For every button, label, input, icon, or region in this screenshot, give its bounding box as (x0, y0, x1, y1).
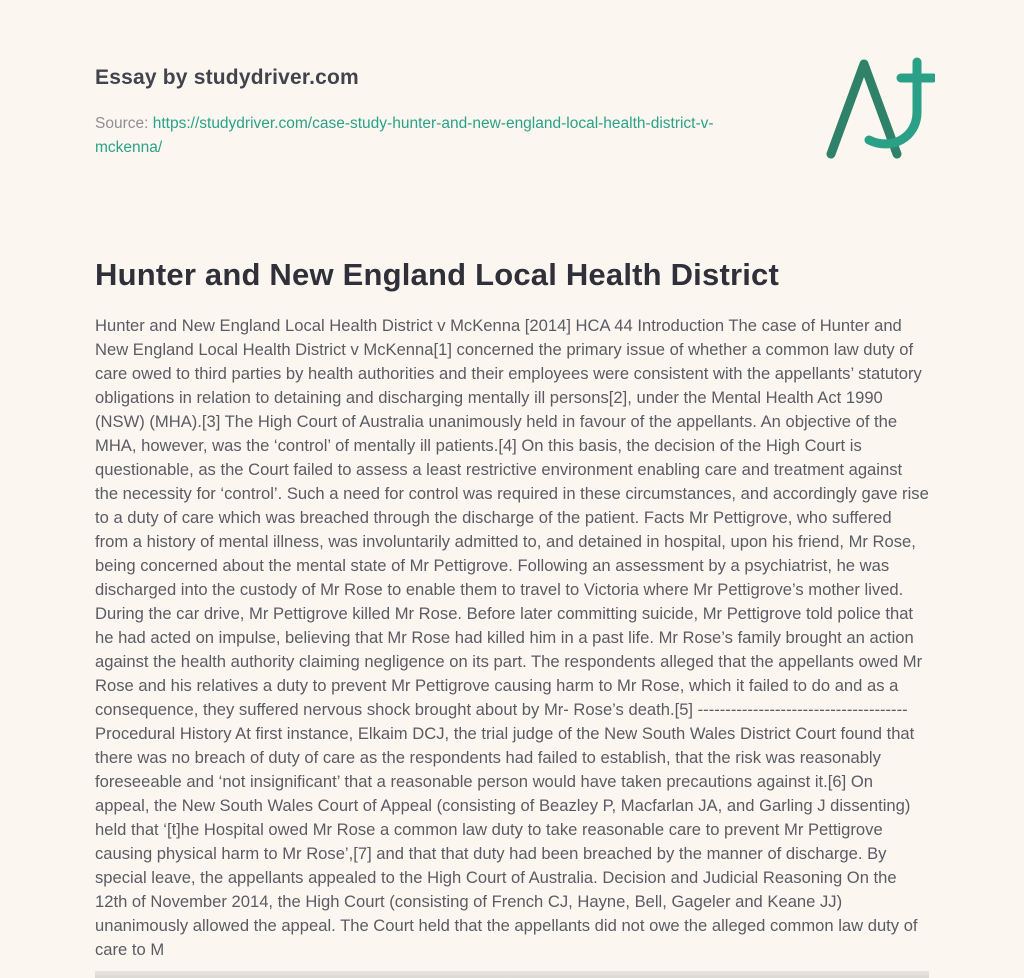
essay-content (95, 0, 929, 962)
truncated-text-sliver (95, 971, 929, 978)
source-line (95, 112, 715, 160)
essay-title: Hunter and New England Local Health District (95, 257, 780, 292)
source-link[interactable]: https://studydriver.com/case-study-hunter-and-new-england-local-health-district-v-mckenna/ (95, 115, 714, 156)
essay-by-heading: Essay by studydriver.com (95, 66, 359, 89)
studydriver-logo-icon (823, 56, 935, 160)
essay-body-text: Hunter and New England Local Health District v McKenna [2014] HCA 44 Introduction The case of Hunter and New England Local Health District v McKenna[1] concerned the primary issue of whether a common law duty of care owed to third parties by health authorities and their employees were consistent with the appellants’ statutory obligations in relation to detaining and discharging mentally ill persons[2], under the Mental Health Act 1990 (NSW) (MHA).[3] The High Court of Australia unanimously held in favour of the appellants. An objective of the MHA, however, was the ‘control’ of mentally ill patients.[4] On this basis, the decision of the High Court is questionable, as the Court failed to assess a least restrictive environment enabling care and treatment against the necessity for ‘control’. Such a need for control was required in these circumstances, and accordingly gave rise to a duty of care which was breached through the discharge of the patient. Facts Mr Pettigrove, who suffered from a history of mental illness, was involuntarily admitted to, and detained in hospital, upon his friend, Mr Rose, being concerned about the mental state of Mr Pettigrove. Following an assessment by a psychiatrist, he was discharged into the custody of Mr Rose to enable them to travel to Victoria where Mr Pettigrove’s mother lived. During the car drive, Mr Pettigrove killed Mr Rose. Before later committing suicide, Mr Pettigrove told police that he had acted on impulse, believing that Mr Rose had killed him in a past life. Mr Rose’s family brought an action against the health authority claiming negligence on its part. The respondents alleged that the appellants owed Mr Rose and his relatives a duty to prevent Mr Pettigrove causing harm to Mr Rose, which it failed to do and as a consequence, they suffered nervous shock brought about by Mr- Rose’s death.[5] -------------------------------------- Procedural History At first instance, Elkaim DCJ, the trial judge of the New South Wales District Court found that there was no breach of duty of care as the respondents had failed to establish, that the risk was reasonably foreseeable and ‘not insignificant’ that a reasonable person would have taken precautions against it.[6] On appeal, the New South Wales Court of Appeal (consisting of Beazley P, Macfarlan JA, and Garling J dissenting) held that ‘[t]he Hospital owed Mr Rose a common law duty to take reasonable care to prevent Mr Pettigrove causing physical harm to Mr Rose’,[7] and that that duty had been breached by the manner of discharge. By special leave, the appellants appealed to the High Court of Australia. Decision and Judicial Reasoning On the 12th of November 2014, the High Court (consisting of French CJ, Hayne, Bell, Gageler and Keane JJ) unanimously allowed the appeal. The Court held that the appellants did not owe the alleged common law duty of care to M (95, 316, 929, 959)
source-label: Source: (95, 115, 149, 132)
